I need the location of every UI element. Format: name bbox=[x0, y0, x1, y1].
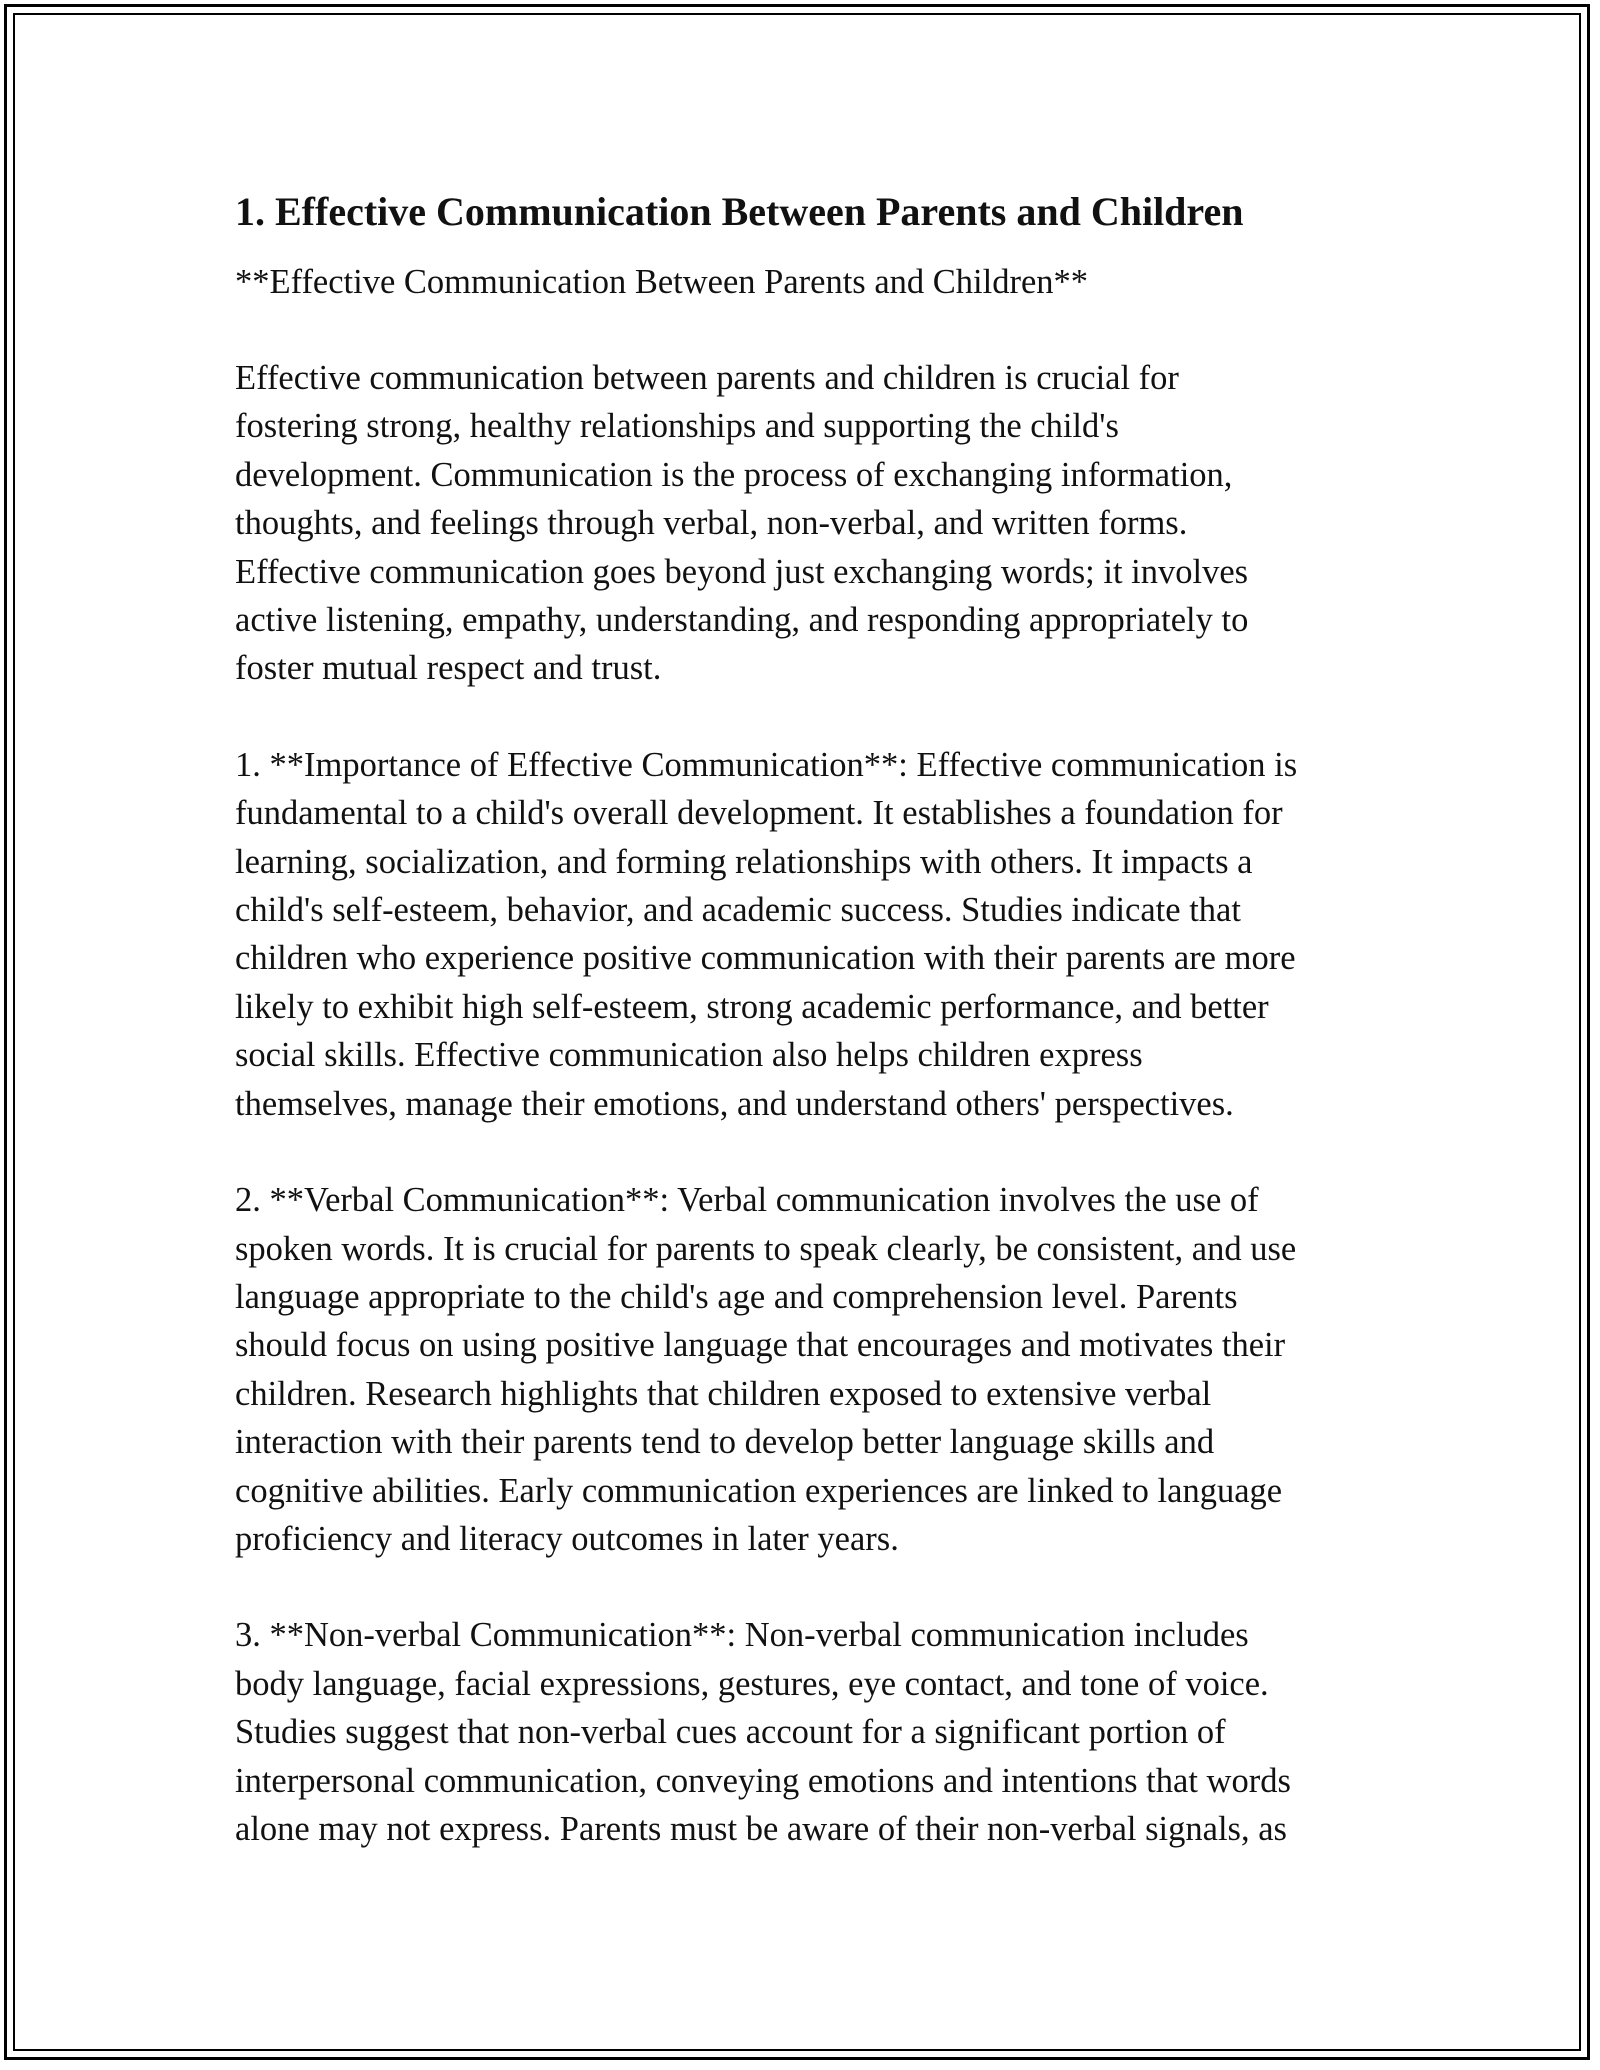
text-line: body language, facial expressions, gestures, eye contact, and tone of voice. bbox=[235, 1664, 1269, 1703]
text-line: development. Communication is the process of exchanging information, bbox=[235, 455, 1233, 494]
text-line: proficiency and literacy outcomes in later years. bbox=[235, 1519, 899, 1558]
text-line: fostering strong, healthy relationships and supporting the child's bbox=[235, 407, 1119, 446]
text-line: alone may not express. Parents must be aware of their non-verbal signals, as bbox=[235, 1809, 1287, 1848]
text-line: 2. **Verbal Communication**: Verbal communication involves the use of bbox=[235, 1181, 1259, 1220]
text-line: child's self-esteem, behavior, and academic success. Studies indicate that bbox=[235, 891, 1241, 930]
text-line: should focus on using positive language that encourages and motivates their bbox=[235, 1326, 1286, 1365]
text-line: 3. **Non-verbal Communication**: Non-verbal communication includes bbox=[235, 1616, 1249, 1655]
text-line: children who experience positive communication with their parents are more bbox=[235, 939, 1296, 978]
text-line: learning, socialization, and forming relationships with others. It impacts a bbox=[235, 842, 1253, 881]
text-line: Effective communication between parents and children is crucial for bbox=[235, 359, 1179, 397]
text-line: interaction with their parents tend to develop better language skills and bbox=[235, 1423, 1215, 1462]
text-line: fundamental to a child's overall development. It establishes a foundation for bbox=[235, 794, 1283, 833]
text-line: Effective communication goes beyond just exchanging words; it involves bbox=[235, 552, 1249, 591]
text-line: language appropriate to the child's age and comprehension level. Parents bbox=[235, 1277, 1238, 1316]
paragraph-verbal bbox=[235, 1176, 1375, 1563]
document-body bbox=[235, 184, 1375, 1901]
document-subtitle: **Effective Communication Between Parents and Children** bbox=[235, 263, 1089, 301]
paragraph-importance bbox=[235, 741, 1375, 1128]
text-line: interpersonal communication, conveying emotions and intentions that words bbox=[235, 1761, 1291, 1800]
text-line: social skills. Effective communication also helps children express bbox=[235, 1036, 1143, 1075]
text-line: themselves, manage their emotions, and understand others' perspectives. bbox=[235, 1084, 1234, 1123]
text-line: active listening, empathy, understanding, and responding appropriately to bbox=[235, 601, 1249, 640]
paragraph-nonverbal bbox=[235, 1611, 1375, 1853]
text-line: likely to exhibit high self-esteem, strong academic performance, and better bbox=[235, 987, 1269, 1026]
text-line: Studies suggest that non-verbal cues account for a significant portion of bbox=[235, 1713, 1226, 1752]
document-title: 1. Effective Communication Between Parents and Children bbox=[235, 189, 1244, 234]
text-line: spoken words. It is crucial for parents to speak clearly, be consistent, and use bbox=[235, 1229, 1297, 1268]
paragraph-intro bbox=[235, 354, 1375, 693]
text-line: 1. **Importance of Effective Communication**: Effective communication is bbox=[235, 745, 1298, 784]
text-line: thoughts, and feelings through verbal, non-verbal, and written forms. bbox=[235, 504, 1188, 543]
text-line: children. Research highlights that children exposed to extensive verbal bbox=[235, 1374, 1212, 1413]
text-line: cognitive abilities. Early communication experiences are linked to language bbox=[235, 1471, 1283, 1510]
text-line: foster mutual respect and trust. bbox=[235, 649, 662, 688]
